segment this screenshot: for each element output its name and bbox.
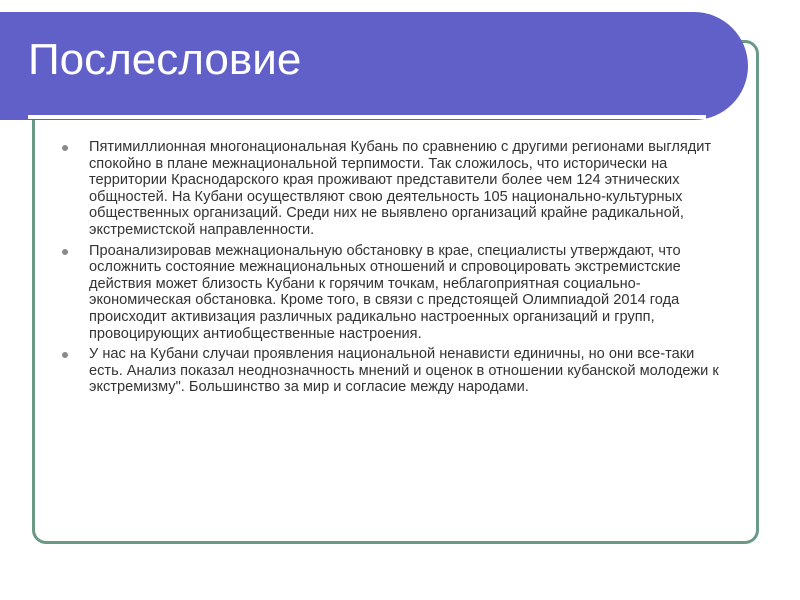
bullet-item: [62, 243, 722, 343]
bullet-list: [62, 139, 722, 400]
bullet-item: [62, 139, 722, 239]
bullet-dot-icon: [62, 249, 68, 255]
bullet-dot-icon: [62, 352, 68, 358]
bullet-text: Проанализировав межнациональную обстановку в крае, специалисты утверждают, что осложнить состояние межнациональных отношений и спровоцировать экстремистские действия может близость Кубани к горячим точкам, неблагоприятная социально-экономическая обстановка. Кроме того, в связи с предстоящей Олимпиадой 2014 года происходит активизация различных радикально настроенных организаций и групп, провоцирующих антиобщественные настроения.: [89, 242, 681, 342]
bullet-text: У нас на Кубани случаи проявления национальной ненависти единичны, но они все-таки есть. Анализ показал неоднозначность мнений и оценок в отношении кубанской молодежи к экстремизму". Большинство за мир и согласие между народами.: [89, 346, 719, 396]
bullet-text: Пятимиллионная многонациональная Кубань по сравнению с другими регионами выглядит спокойно в плане межнациональной терпимости. Так сложилось, что исторически на территории Краснодарского края проживают представители более чем 124 этнических общностей. На Кубани осуществляют свою деятельность 105 национально-культурных общественных организаций. Среди них не выявлено организаций крайне радикальной, экстремистской направленности.: [89, 139, 712, 238]
bullet-dot-icon: [62, 145, 68, 151]
title-underline: [28, 115, 706, 119]
slide-title: Послесловие: [28, 35, 302, 84]
bullet-item: [62, 346, 722, 396]
title-bar: [0, 12, 748, 120]
